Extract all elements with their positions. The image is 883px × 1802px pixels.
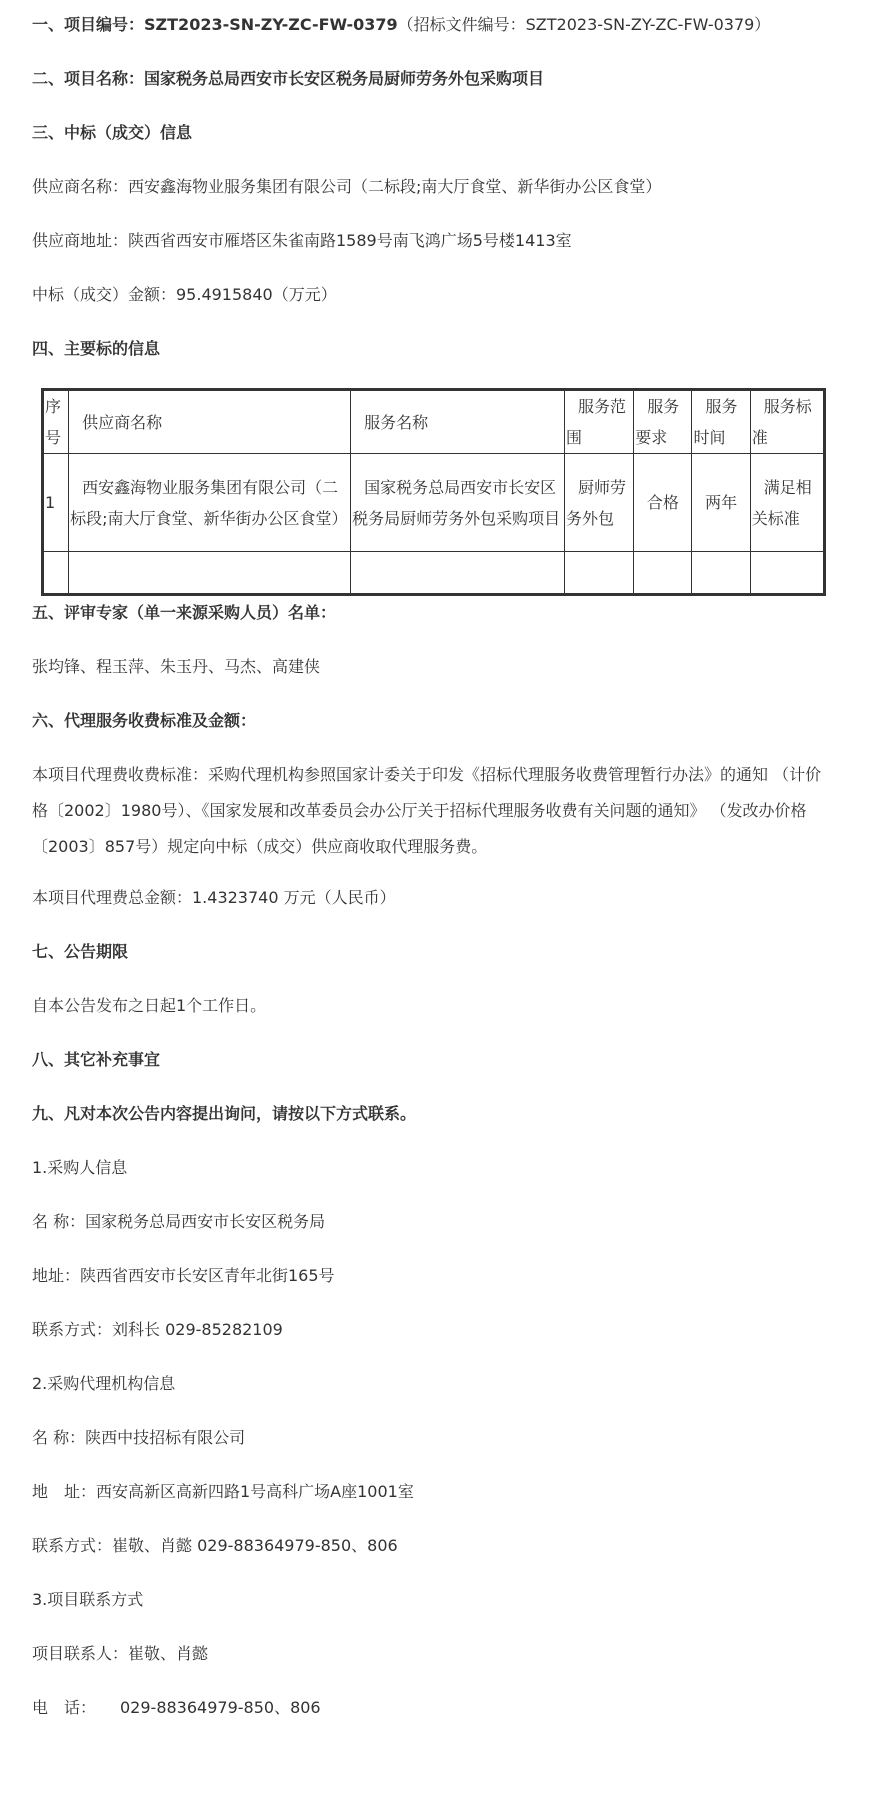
agency-address: 地 址：西安高新区高新四路1号高科广场A座1001室	[32, 1482, 414, 1501]
empty-cell	[634, 552, 692, 595]
section-6-heading: 六、代理服务收费标准及金额：	[32, 711, 257, 730]
section-3-heading: 三、中标（成交）信息	[32, 123, 193, 142]
section-2-project-name	[32, 67, 544, 91]
purchaser-info-title: 1.采购人信息	[32, 1158, 128, 1177]
project-contact-person: 项目联系人：崔敬、肖懿	[32, 1644, 209, 1663]
section-8-heading: 八、其它补充事宜	[32, 1050, 161, 1069]
row-supplier: 西安鑫海物业服务集团有限公司（二标段;南大厅食堂、新华街办公区食堂）	[69, 454, 351, 552]
section-4-heading: 四、主要标的信息	[32, 339, 161, 358]
agency-fee-total: 本项目代理费总金额：1.4323740 万元（人民币）	[32, 888, 396, 907]
row-standard: 满足相关标准	[750, 454, 824, 552]
empty-cell	[351, 552, 565, 595]
row-index: 1	[43, 454, 69, 552]
section-5-heading: 五、评审专家（单一来源采购人员）名单：	[32, 603, 337, 622]
project-name: 国家税务总局西安市长安区税务局厨师劳务外包采购项目	[144, 69, 545, 88]
header-index: 序号	[43, 390, 69, 454]
award-amount: 中标（成交）金额：95.4915840（万元）	[32, 285, 337, 304]
empty-cell	[750, 552, 824, 595]
section-1-label: 一、项目编号：	[32, 15, 145, 34]
notice-period: 自本公告发布之日起1个工作日。	[32, 996, 267, 1015]
table-row	[43, 454, 825, 552]
section-9-heading: 九、凡对本次公告内容提出询问，请按以下方式联系。	[32, 1104, 417, 1123]
agency-fee-standard: 本项目代理费收费标准：采购代理机构参照国家计委关于印发《招标代理服务收费管理暂行办法》的通知 （计价格〔2002〕1980号）、《国家发展和改革委员会办公厅关于招标代理服务收费有关问题的通知》 （发改办价格〔2003〕857号）规定向中标（成交）供应商收取代理服务费。	[32, 765, 822, 856]
agency-name: 名 称：陕西中技招标有限公司	[32, 1428, 246, 1447]
table-header-row	[43, 390, 825, 454]
row-scope: 厨师劳务外包	[564, 454, 633, 552]
header-requirement: 服务要求	[634, 390, 692, 454]
main-subject-table	[41, 388, 826, 596]
purchaser-address: 地址：陕西省西安市长安区青年北街165号	[32, 1266, 335, 1285]
expert-names: 张均锋、程玉萍、朱玉丹、马杰、高建侠	[32, 657, 321, 676]
section-1-project-number	[32, 13, 770, 37]
purchaser-contact: 联系方式：刘科长 029-85282109	[32, 1320, 283, 1339]
row-time: 两年	[692, 454, 750, 552]
project-code: SZT2023-SN-ZY-ZC-FW-0379	[144, 15, 398, 34]
header-service: 服务名称	[351, 390, 565, 454]
table-empty-row	[43, 552, 825, 595]
empty-cell	[43, 552, 69, 595]
project-phone: 电 话： 029-88364979-850、806	[32, 1698, 321, 1717]
row-requirement: 合格	[634, 454, 692, 552]
empty-cell	[564, 552, 633, 595]
header-standard: 服务标准	[750, 390, 824, 454]
empty-cell	[69, 552, 351, 595]
project-contact-title: 3.项目联系方式	[32, 1590, 144, 1609]
tender-doc-number: （招标文件编号：SZT2023-SN-ZY-ZC-FW-0379）	[397, 15, 771, 34]
header-time: 服务时间	[692, 390, 750, 454]
empty-cell	[692, 552, 750, 595]
purchaser-name: 名 称：国家税务总局西安市长安区税务局	[32, 1212, 326, 1231]
supplier-address: 供应商地址：陕西省西安市雁塔区朱雀南路1589号南飞鸿广场5号楼1413室	[32, 231, 572, 250]
section-2-label: 二、项目名称：	[32, 69, 145, 88]
agency-info-title: 2.采购代理机构信息	[32, 1374, 176, 1393]
agency-contact: 联系方式：崔敬、肖懿 029-88364979-850、806	[32, 1536, 398, 1555]
section-7-heading: 七、公告期限	[32, 942, 129, 961]
row-service: 国家税务总局西安市长安区税务局厨师劳务外包采购项目	[351, 454, 565, 552]
header-supplier: 供应商名称	[69, 390, 351, 454]
supplier-name: 供应商名称：西安鑫海物业服务集团有限公司（二标段;南大厅食堂、新华街办公区食堂）	[32, 177, 662, 196]
header-scope: 服务范围	[564, 390, 633, 454]
